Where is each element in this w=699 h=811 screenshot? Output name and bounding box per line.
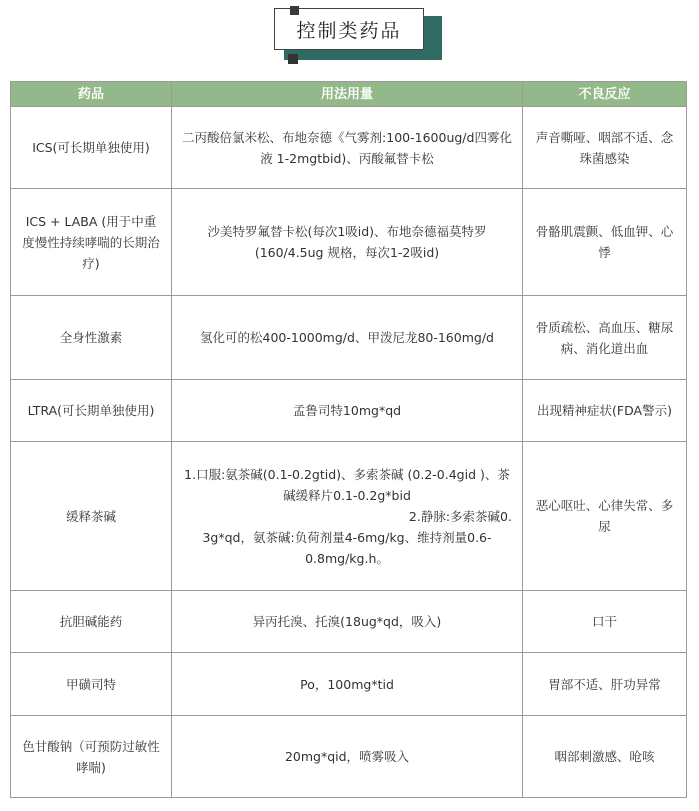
adverse-cell: 骨骼肌震颤、低血钾、心悸 (523, 189, 687, 296)
table-row (11, 716, 687, 798)
table-row (11, 442, 687, 591)
adverse-cell: 咽部刺激感、呛咳 (523, 716, 687, 798)
page-title: 控制类药品 (274, 8, 424, 50)
table-row (11, 107, 687, 189)
adverse-cell: 出现精神症状(FDA警示) (523, 380, 687, 442)
medication-table (10, 81, 687, 798)
title-decor-mark (288, 54, 298, 64)
drug-cell: 抗胆碱能药 (11, 591, 172, 653)
table-row (11, 296, 687, 380)
drug-cell: 缓释茶碱 (11, 442, 172, 591)
usage-cell: 20mg*qid，喷雾吸入 (172, 716, 523, 798)
adverse-cell: 骨质疏松、高血压、糖尿病、消化道出血 (523, 296, 687, 380)
adverse-cell: 胃部不适、肝功异常 (523, 653, 687, 716)
usage-cell: 二丙酸倍氯米松、布地奈德《气雾剂:100-1600ug/d四雾化液 1-2mgtbid)、丙酸氟替卡松 (172, 107, 523, 189)
usage-line: 2.静脉:多索茶碱0. (408, 508, 512, 524)
usage-line: 1.口服:氨茶碱(0.1-0.2gtid)、多索茶碱 (0.2-0.4gid )、茶碱缓释片0.1-0.2g*bid (184, 466, 510, 503)
usage-line: 3g*qd，氨茶碱:负荷剂量4-6mg/kg、维持剂量0.6-0.8mg/kg.h。 (202, 529, 492, 566)
table-row (11, 189, 687, 296)
drug-cell: ICS + LABA (用于中重度慢性持续哮喘的长期治疗) (11, 189, 172, 296)
drug-cell: LTRA(可长期单独使用) (11, 380, 172, 442)
table-row (11, 653, 687, 716)
usage-cell: 沙美特罗氟替卡松(每次1吸id)、布地奈德福莫特罗(160/4.5ug 规格，每次1-2吸id) (172, 189, 523, 296)
usage-cell (172, 442, 523, 591)
column-header-drug: 药品 (11, 82, 172, 107)
drug-cell: 色甘酸钠（可预防过敏性哮喘) (11, 716, 172, 798)
title-block (274, 8, 444, 64)
table-row (11, 380, 687, 442)
title-decor-mark (290, 6, 299, 15)
adverse-cell: 恶心呕吐、心律失常、多尿 (523, 442, 687, 591)
usage-cell: 孟鲁司特10mg*qd (172, 380, 523, 442)
drug-cell: 甲磺司特 (11, 653, 172, 716)
usage-cell: Po，100mg*tid (172, 653, 523, 716)
usage-cell: 氢化可的松400-1000mg/d、甲泼尼龙80-160mg/d (172, 296, 523, 380)
drug-cell: ICS(可长期单独使用) (11, 107, 172, 189)
table-row (11, 591, 687, 653)
drug-cell: 全身性激素 (11, 296, 172, 380)
column-header-adverse: 不良反应 (523, 82, 687, 107)
usage-cell: 异丙托溴、托溴(18ug*qd，吸入) (172, 591, 523, 653)
adverse-cell: 声音嘶哑、咽部不适、念珠菌感染 (523, 107, 687, 189)
column-header-usage: 用法用量 (172, 82, 523, 107)
adverse-cell: 口干 (523, 591, 687, 653)
table-header-row (11, 82, 687, 107)
